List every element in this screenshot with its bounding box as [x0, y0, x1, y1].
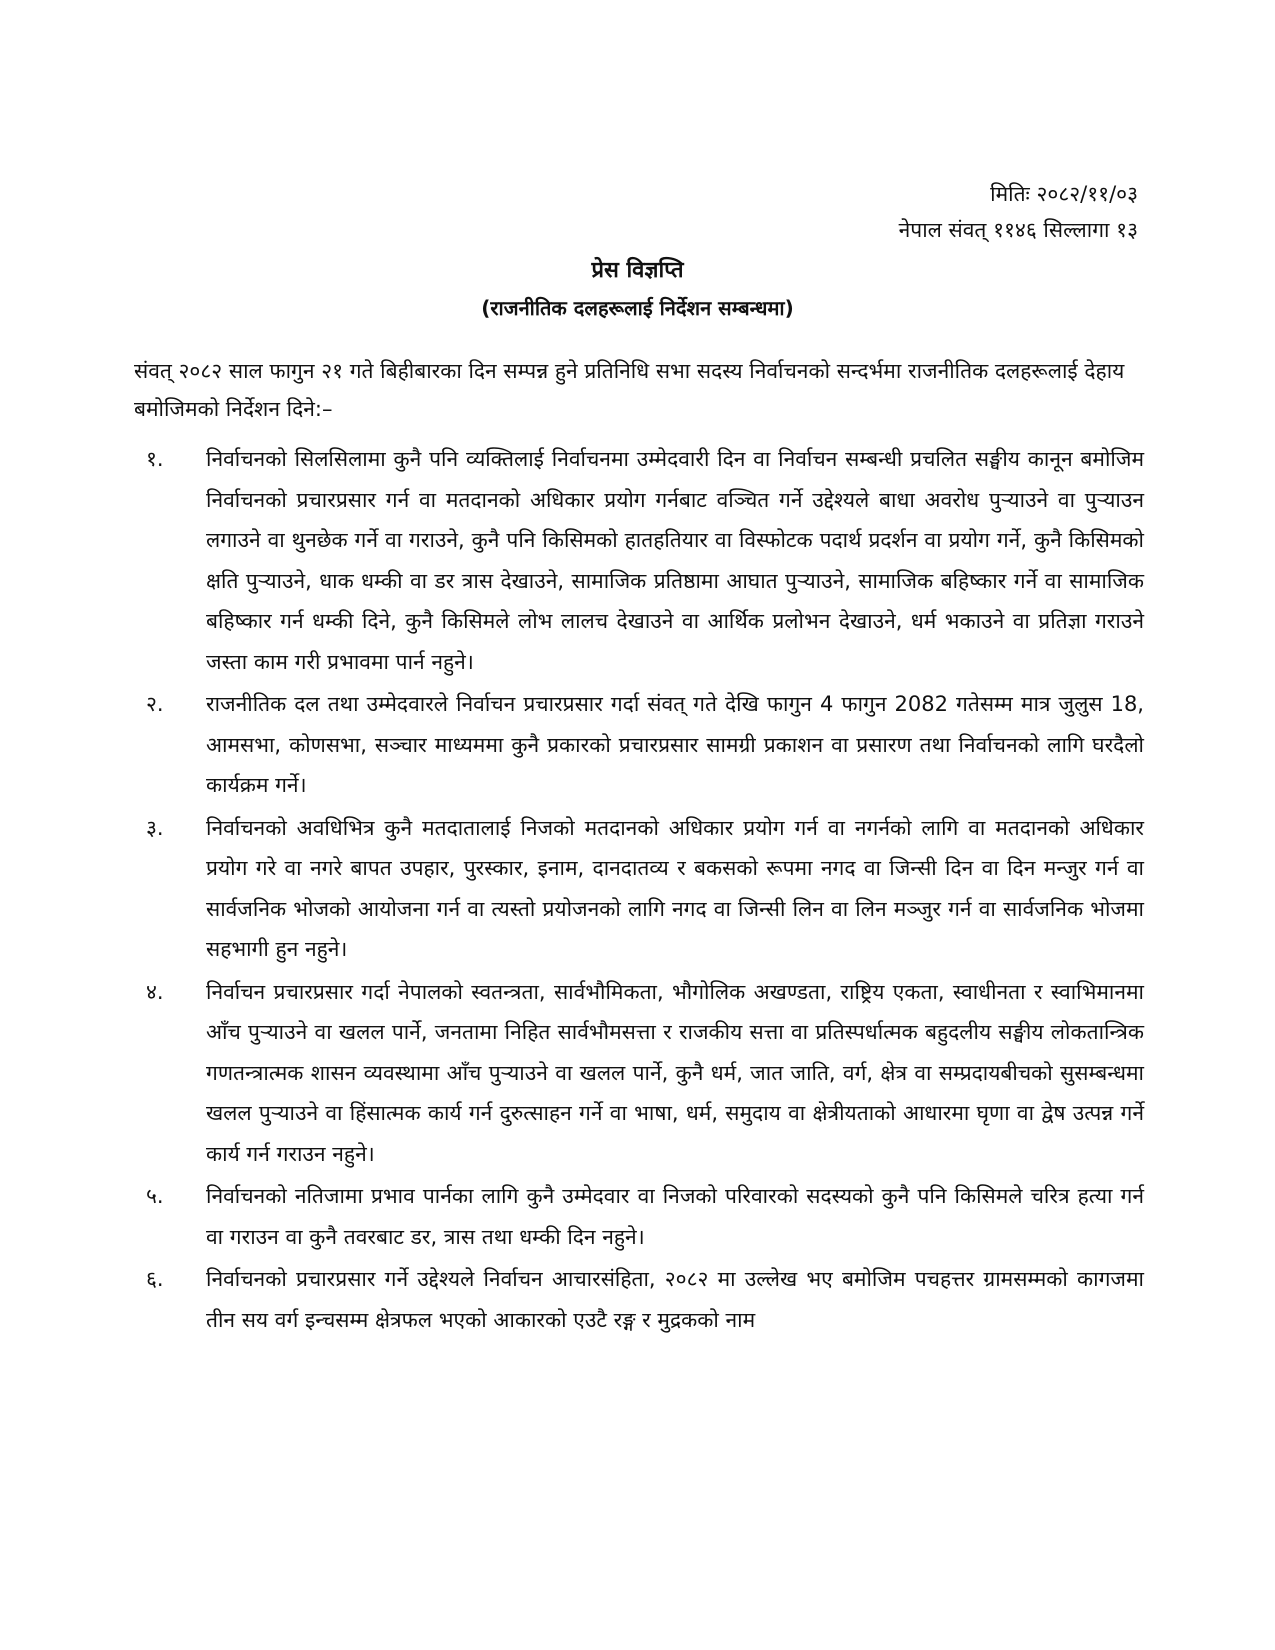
list-item [134, 684, 1144, 806]
list-item-text: राजनीतिक दल तथा उम्मेदवारले निर्वाचन प्रचारप्रसार गर्दा संवत् गते देखि फागुन 4 फागुन 2082 गतेसम्म मात्र जुलुस 18, आमसभा, कोणसभा, सञ्चार माध्यममा कुनै प्रकारको प्रचारप्रसार सामग्री प्रकाशन वा प्रसारण तथा निर्वाचनको लागि घरदैलो कार्यक्रम गर्ने। [206, 692, 1144, 797]
list-item [134, 1259, 1144, 1340]
list-item-number: ५. [146, 1184, 164, 1208]
directive-list [134, 439, 1144, 1342]
list-item [134, 972, 1144, 1175]
list-item-number: ६. [146, 1267, 164, 1291]
list-item-number: ३. [146, 815, 164, 840]
list-item [134, 439, 1144, 682]
list-item-text: निर्वाचनको अवधिभित्र कुनै मतदातालाई निजको मतदानको अधिकार प्रयोग गर्न वा नगर्नको लागि वा मतदानको अधिकार प्रयोग गरे वा नगरे बापत उपहार, पुरस्कार, इनाम, दानदातव्य र बकसको रूपमा नगद वा जिन्सी दिन वा दिन मन्जुर गर्न वा सार्वजनिक भोजको आयोजना गर्न वा त्यस्तो प्रयोजनको लागि नगद वा जिन्सी लिन वा लिन मञ्जुर गर्न वा सार्वजनिक भोजमा सहभागी हुन नहुने। [206, 815, 1144, 961]
list-item-number: ४. [146, 979, 164, 1004]
list-item-text: निर्वाचनको नतिजामा प्रभाव पार्नका लागि कुनै उम्मेदवार वा निजको परिवारको सदस्यको कुनै पनि किसिमले चरित्र हत्या गर्न वा गराउन वा कुनै तवरबाट डर, त्रास तथा धम्की दिन नहुने। [206, 1184, 1144, 1249]
list-item-text: निर्वाचनको सिलसिलामा कुनै पनि व्यक्तिलाई निर्वाचनमा उम्मेदवारी दिन वा निर्वाचन सम्बन्धी प्रचलित सङ्घीय कानून बमोजिम निर्वाचनको प्रचारप्रसार गर्न वा मतदानको अधिकार प्रयोग गर्नबाट वञ्चित गर्ने उद्देश्यले बाधा अवरोध पुर्‍याउने वा पुर्‍याउन लगाउने वा थुनछेक गर्ने वा गराउने, कुनै पनि किसिमको हातहतियार वा विस्फोटक पदार्थ प्रदर्शन वा प्रयोग गर्ने, कुनै किसिमको क्षति पुर्‍याउने, धाक धम्की वा डर त्रास देखाउने, सामाजिक प्रतिष्ठामा आघात पुर्‍याउने, सामाजिक बहिष्कार गर्ने वा सामाजिक बहिष्कार गर्न धम्की दिने, कुनै किसिमले लोभ लालच देखाउने वा आर्थिक प्रलोभन देखाउने, धर्म भकाउने वा प्रतिज्ञा गराउने जस्ता काम गरी प्रभावमा पार्न नहुने। [206, 447, 1144, 674]
page-subtitle: (राजनीतिक दलहरूलाई निर्देशन सम्बन्धमा) [481, 296, 794, 320]
intro-paragraph: संवत् २०८२ साल फागुन २१ गते बिहीबारका दिन सम्पन्न हुने प्रतिनिधि सभा सदस्य निर्वाचनको सन्दर्भमा राजनीतिक दलहरूलाई देहाय बमोजिमको निर्देशन दिने:– [134, 359, 1125, 421]
list-item [134, 1176, 1144, 1257]
nepal-sambat-line: नेपाल संवत् ११४६ सिल्लागा १३ [898, 218, 1138, 242]
list-item-text: निर्वाचनको प्रचारप्रसार गर्ने उद्देश्यले निर्वाचन आचारसंहिता, २०८२ मा उल्लेख भए बमोजिम पचहत्तर ग्रामसम्मको कागजमा तीन सय वर्ग इन्चसम्म क्षेत्रफल भएको आकारको एउटै रङ्ग र मुद्रकको नाम [206, 1267, 1144, 1332]
list-item [134, 808, 1144, 970]
date-block [899, 176, 1138, 248]
list-item-text: निर्वाचन प्रचारप्रसार गर्दा नेपालको स्वतन्त्रता, सार्वभौमिकता, भौगोलिक अखण्डता, राष्ट्रिय एकता, स्वाधीनता र स्वाभिमानमा आँच पुर्‍याउने वा खलल पार्ने, जनतामा निहित सार्वभौमसत्ता र राजकीय सत्ता वा प्रतिस्पर्धात्मक बहुदलीय सङ्घीय लोकतान्त्रिक गणतन्त्रात्मक शासन व्यवस्थामा आँच पुर्‍याउने वा खलल पार्ने, कुनै धर्म, जात जाति, वर्ग, क्षेत्र वा सम्प्रदायबीचको सुसम्बन्धमा खलल पुर्‍याउने वा हिंसात्मक कार्य गर्न दुरुत्साहन गर्ने वा भाषा, धर्म, समुदाय वा क्षेत्रीयताको आधारमा घृणा वा द्वेष उत्पन्न गर्ने कार्य गर्न गराउन नहुने। [206, 979, 1144, 1166]
list-item-number: १. [146, 447, 164, 471]
page-title: प्रेस विज्ञप्ति [591, 258, 684, 283]
date-line: मितिः २०८२/११/०३ [990, 182, 1138, 206]
list-item-number: २. [146, 692, 164, 716]
